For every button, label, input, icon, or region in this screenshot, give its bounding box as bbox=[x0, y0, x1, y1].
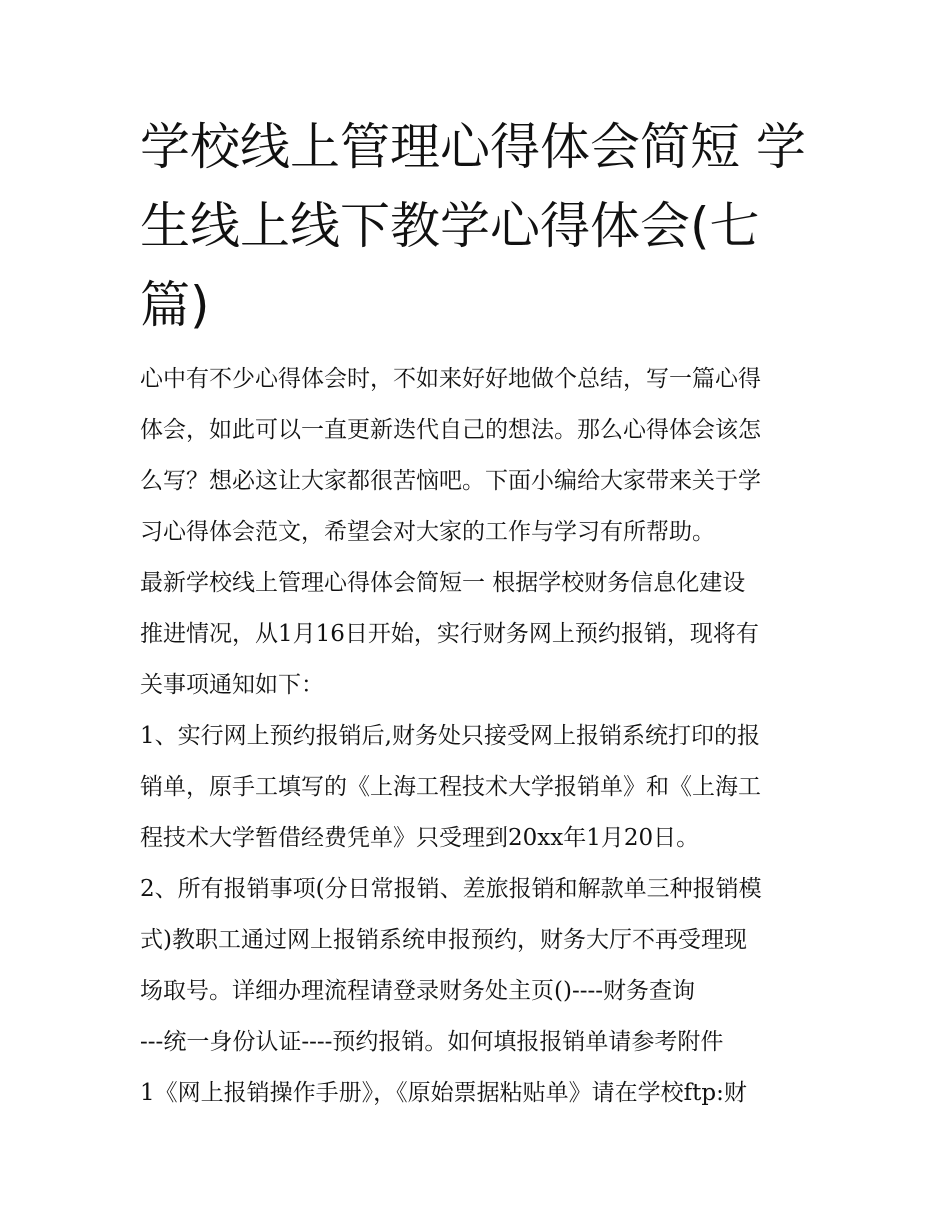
body-line: 心中有不少心得体会时，不如来好好地做个总结，写一篇心得 bbox=[140, 366, 761, 392]
document-body bbox=[140, 354, 830, 1119]
body-line: 么写？想必这让大家都很苦恼吧。下面小编给大家带来关于学 bbox=[140, 468, 761, 494]
body-line: 关事项通知如下： bbox=[140, 672, 324, 698]
title-line-1: 学校线上管理心得体会简短 学 bbox=[140, 118, 806, 176]
body-line: 销单，原手工填写的《上海工程技术大学报销单》和《上海工 bbox=[140, 774, 761, 800]
body-line: 习心得体会范文，希望会对大家的工作与学习有所帮助。 bbox=[140, 519, 715, 545]
title-line-3: 篇) bbox=[140, 276, 210, 334]
body-line: 1、实行网上预约报销后,财务处只接受网上报销系统打印的报 bbox=[140, 723, 760, 749]
body-line: 体会，如此可以一直更新迭代自己的想法。那么心得体会该怎 bbox=[140, 417, 761, 443]
body-line: ---统一身份认证----预约报销。如何填报报销单请参考附件 bbox=[140, 1029, 724, 1055]
body-line: 式)教职工通过网上报销系统申报预约，财务大厅不再受理现 bbox=[140, 927, 747, 953]
body-line: 1《网上报销操作手册》，《原始票据粘贴单》请在学校ftp:财 bbox=[140, 1080, 747, 1106]
body-line: 场取号。详细办理流程请登录财务处主页()----财务查询 bbox=[140, 978, 696, 1004]
title-line-2: 生线上线下教学心得体会(七 bbox=[140, 197, 760, 255]
body-line: 程技术大学暂借经费凭单》只受理到20xx年1月20日。 bbox=[140, 825, 700, 851]
document-title bbox=[140, 108, 820, 345]
body-line: 2、所有报销事项(分日常报销、差旅报销和解款单三种报销模 bbox=[140, 876, 762, 902]
body-line: 推进情况，从1月16日开始，实行财务网上预约报销，现将有 bbox=[140, 621, 759, 647]
body-line: 最新学校线上管理心得体会简短一 根据学校财务信息化建设 bbox=[140, 570, 746, 596]
